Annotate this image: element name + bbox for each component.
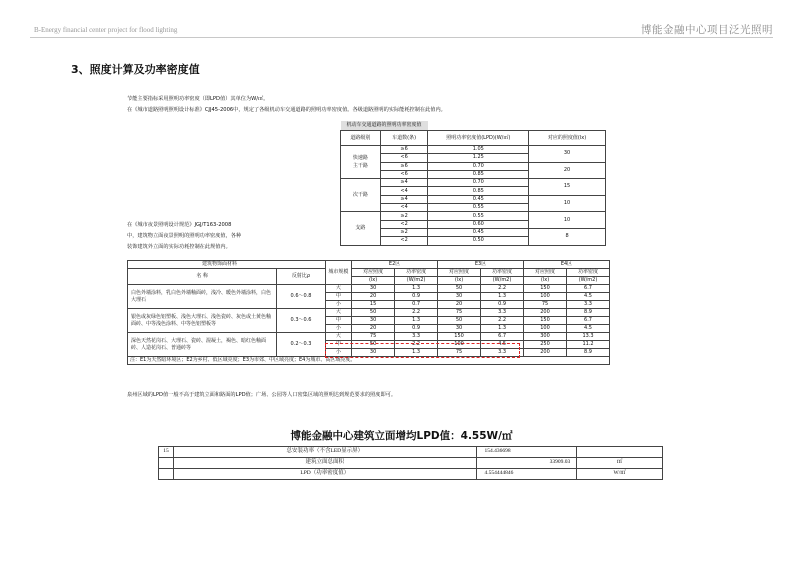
header-right: 博能金融中心项目泛光照明	[641, 24, 773, 36]
facade-unit-lpd: (W/m2)	[481, 277, 524, 285]
e3-lpd: 6.7	[481, 333, 524, 341]
road-lanes: <6	[380, 154, 428, 162]
e3-lux: 50	[438, 285, 481, 293]
header-left: B-Energy financial center project for flood lighting	[34, 26, 178, 34]
lpd-value: 33909.03	[476, 458, 577, 469]
road-lpd-table	[340, 121, 606, 246]
e2-lpd: 3.3	[395, 333, 438, 341]
road-lanes: <2	[380, 237, 428, 245]
e2-lux: 75	[352, 333, 395, 341]
e2-lpd: 1.3	[395, 349, 438, 357]
e2-lux: 15	[352, 301, 395, 309]
e3-lux: 100	[438, 341, 481, 349]
road-level: 支路	[341, 212, 381, 245]
e3-lux: 150	[438, 333, 481, 341]
e4-lpd: 8.9	[567, 349, 610, 357]
e2-lpd: 0.9	[395, 325, 438, 333]
facade-sub-lpd: 功率密度	[567, 269, 610, 277]
lpd-label: 总安装功率（不含LED显示屏）	[174, 447, 476, 458]
road-lux: 20	[529, 162, 606, 179]
e2-lpd: 0.9	[395, 293, 438, 301]
paragraph-road-standard: 在《城市道路照明照明设计标准》CJJ45-2006中，规定了各级机动车交通道路的照明功率密度值。各级道路照明的实际能耗控制在此值内。	[127, 107, 446, 113]
facade-city-scale: 小	[325, 301, 352, 309]
e3-lpd: 3.3	[481, 349, 524, 357]
e4-lux: 150	[524, 317, 567, 325]
facade-city-scale: 小	[325, 349, 352, 357]
e4-lux: 250	[524, 341, 567, 349]
e3-lux: 30	[438, 293, 481, 301]
facade-header-scale: 城市规模	[325, 261, 352, 285]
road-lpd: 0.55	[428, 212, 529, 220]
facade-unit-lpd: (W/m2)	[395, 277, 438, 285]
lpd-unit: ㎡	[577, 458, 663, 469]
facade-sub-lpd: 功率密度	[481, 269, 524, 277]
facade-city-scale: 大	[325, 285, 352, 293]
facade-city-scale: 大	[325, 309, 352, 317]
road-lpd: 0.55	[428, 204, 529, 212]
e3-lpd: 1.3	[481, 293, 524, 301]
e2-lpd: 2.2	[395, 341, 438, 349]
road-lanes: ≥2	[380, 228, 428, 236]
facade-city-scale: 中	[325, 317, 352, 325]
e2-lux: 30	[352, 349, 395, 357]
e3-lpd: 2.2	[481, 317, 524, 325]
road-lpd: 0.70	[428, 162, 529, 170]
header-divider	[30, 37, 773, 38]
road-lpd: 0.60	[428, 220, 529, 228]
e4-lpd: 11.2	[567, 341, 610, 349]
e4-lpd: 6.7	[567, 285, 610, 293]
facade-header-ratio: 反射比ρ	[277, 269, 325, 285]
facade-sub-lux: 对应照度	[352, 269, 395, 277]
highlight-box	[325, 343, 520, 358]
facade-note: 注：E1为天然暗环境区；E2为乡村、低区域亮度；E3为市郊、中区域亮度；E4为城市、高区域亮度。	[128, 357, 610, 365]
road-lpd: 0.45	[428, 228, 529, 236]
e3-lpd: 4.5	[481, 341, 524, 349]
e3-lux: 30	[438, 325, 481, 333]
e4-lpd: 4.5	[567, 325, 610, 333]
facade-sub-lux: 对应照度	[524, 269, 567, 277]
facade-reflectance: 0.3～0.6	[277, 309, 325, 333]
road-header-lanes: 车道数(条)	[380, 131, 428, 146]
paragraph-quanzhou: 泉州区域的LPD值一般不高于建筑立面和路面的LPD值；广场、公园等人口密集区域的照明达到规范要求的照度即可。	[127, 392, 397, 398]
facade-reflectance: 0.2～0.3	[277, 333, 325, 357]
road-lpd: 1.05	[428, 146, 529, 154]
road-header-lux: 对应的照度值(lx)	[529, 131, 606, 146]
facade-unit-lux: (lx)	[524, 277, 567, 285]
e2-lux: 30	[352, 317, 395, 325]
facade-city-scale: 中	[325, 293, 352, 301]
road-lpd: 0.85	[428, 187, 529, 195]
e4-lpd: 6.7	[567, 317, 610, 325]
paragraph-facade-3: 装饰建筑外立面的实际功耗控制在此规值内。	[127, 244, 231, 250]
e2-lux: 50	[352, 341, 395, 349]
e2-lpd: 0.7	[395, 301, 438, 309]
e4-lpd: 8.9	[567, 309, 610, 317]
facade-city-scale: 大	[325, 333, 352, 341]
paragraph-facade-1: 在《城市夜景照明设计规范》JGJ/T163-2008	[127, 222, 232, 228]
e2-lux: 50	[352, 309, 395, 317]
facade-unit-lux: (lx)	[438, 277, 481, 285]
road-lux: 8	[529, 228, 606, 245]
e4-lux: 100	[524, 325, 567, 333]
road-level: 次干路	[341, 179, 381, 212]
facade-city-scale: 中	[325, 341, 352, 349]
road-lux: 10	[529, 195, 606, 212]
road-lanes: <4	[380, 204, 428, 212]
e3-lux: 75	[438, 349, 481, 357]
e2-lux: 20	[352, 293, 395, 301]
facade-material-name: 白色外墙涂料，乳白色外墙釉面砖，浅冷、暖色外墙涂料，白色大理石	[128, 285, 277, 309]
lpd-value: 154.436698	[476, 447, 577, 458]
e4-lpd: 13.3	[567, 333, 610, 341]
e3-lpd: 2.2	[481, 285, 524, 293]
road-header-lpd: 照明功率密度值(LPD)(W/㎡)	[428, 131, 529, 146]
road-lpd: 0.70	[428, 179, 529, 187]
lpd-cell-index	[159, 458, 174, 469]
road-lpd: 0.45	[428, 195, 529, 203]
e3-lpd: 0.9	[481, 301, 524, 309]
road-lpd: 0.50	[428, 237, 529, 245]
road-lanes: <6	[380, 170, 428, 178]
paragraph-facade-2: 中，建筑物立面夜景照明的照明功率密度值，各种	[127, 233, 242, 239]
lpd-unit: W/㎡	[577, 469, 663, 480]
lpd-label: LPD（功率密度值）	[174, 469, 476, 480]
road-lanes: ≥4	[380, 195, 428, 203]
facade-sub-lpd: 功率密度	[395, 269, 438, 277]
e2-lpd: 1.3	[395, 285, 438, 293]
section-title: 3、照度计算及功率密度值	[71, 63, 200, 76]
facade-reflectance: 0.6～0.8	[277, 285, 325, 309]
e4-lpd: 4.5	[567, 293, 610, 301]
e3-lpd: 3.3	[481, 309, 524, 317]
e4-lux: 300	[524, 333, 567, 341]
facade-material-name: 银色或灰绿色铝塑板、浅色大理石、浅色瓷砖、灰色或土黄色釉面砖、中等浅色涂料、中等色铝塑板等	[128, 309, 277, 333]
e4-lux: 75	[524, 301, 567, 309]
facade-unit-lux: (lx)	[352, 277, 395, 285]
road-table-caption-blank	[428, 121, 606, 131]
road-lux: 15	[529, 179, 606, 196]
e2-lpd: 2.2	[395, 309, 438, 317]
facade-zone-e3: E3区	[438, 261, 524, 269]
road-lanes: ≥6	[380, 146, 428, 154]
facade-city-scale: 小	[325, 325, 352, 333]
road-lanes: ≥2	[380, 212, 428, 220]
lpd-label: 建筑立面总面积	[174, 458, 476, 469]
facade-sub-lux: 对应照度	[438, 269, 481, 277]
road-level: 快速路 主干路	[341, 146, 381, 179]
road-lanes: <2	[380, 220, 428, 228]
e3-lpd: 1.3	[481, 325, 524, 333]
lpd-unit	[577, 447, 663, 458]
lpd-cell-index: 15	[159, 447, 174, 458]
e4-lpd: 3.3	[567, 301, 610, 309]
road-lanes: <4	[380, 187, 428, 195]
facade-unit-lpd: (W/m2)	[567, 277, 610, 285]
lpd-title: 博能金融中心建筑立面增均LPD值：4.55W/㎡	[290, 430, 513, 442]
facade-material-name: 深色天然花岗石、大理石、瓷砖、混凝土，褐色、暗红色釉面砖、人造花岗石、普通砖等	[128, 333, 277, 357]
e2-lux: 20	[352, 325, 395, 333]
facade-header-name: 名 称	[128, 269, 277, 285]
road-lpd: 0.85	[428, 170, 529, 178]
lpd-summary-table	[158, 446, 663, 480]
road-lanes: ≥4	[380, 179, 428, 187]
road-lux: 10	[529, 212, 606, 229]
road-table-caption: 机动车交通道路的照明功率密度值	[341, 121, 428, 131]
lpd-value: 4.554444846	[476, 469, 577, 480]
road-lux: 30	[529, 146, 606, 163]
road-header-level: 道路级别	[341, 131, 381, 146]
e4-lux: 150	[524, 285, 567, 293]
road-lpd: 1.25	[428, 154, 529, 162]
lpd-cell-index	[159, 469, 174, 480]
road-lanes: ≥6	[380, 162, 428, 170]
e3-lux: 75	[438, 309, 481, 317]
e4-lux: 200	[524, 349, 567, 357]
e3-lux: 50	[438, 317, 481, 325]
paragraph-lpd-unit: 节能主要指标采用照明功率密度（即LPD值）其单位为W/㎡。	[127, 96, 269, 102]
facade-zone-e4: E4区	[524, 261, 610, 269]
facade-zone-e2: E2区	[352, 261, 438, 269]
e2-lpd: 1.3	[395, 317, 438, 325]
e2-lux: 30	[352, 285, 395, 293]
e4-lux: 200	[524, 309, 567, 317]
e4-lux: 100	[524, 293, 567, 301]
facade-table-title: 建筑物饰面材料	[128, 261, 326, 269]
e3-lux: 20	[438, 301, 481, 309]
